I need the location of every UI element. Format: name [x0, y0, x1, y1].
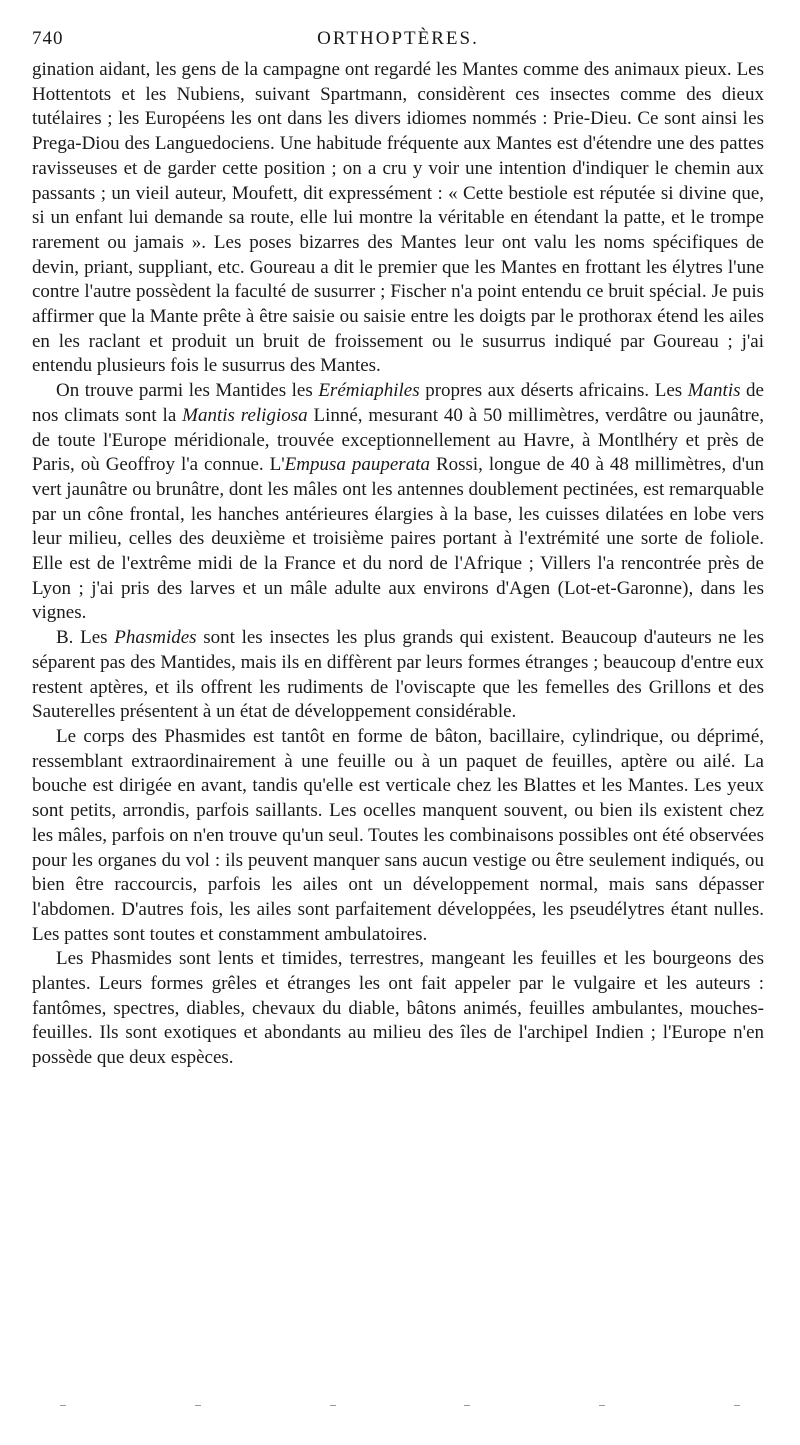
text-run: Rossi, longue de 40 à 48 millimètres, d'un vert jaunâtre ou brunâtre, dont les mâles ont les antennes doublement pectinées, est remarquable par un cône frontal, les hanches antérieures élargies à la base, les cuisses dilatées en lobe vers leur milieu, celles des deuxième et troisième paires portant à l'extrémité une sorte de foliole. Elle est de l'extrême midi de la France et du nord de l'Afrique ; Villers l'a rencontrée près de Lyon ; j'ai pris des larves et un mâle adulte aux environs d'Agen (Lot-et-Garonne), dans les vignes. [32, 454, 764, 624]
text-run: On trouve parmi les Mantides les [56, 380, 319, 402]
paragraph [32, 947, 764, 1071]
italic-term: Mantis [687, 380, 741, 402]
body-text [32, 58, 764, 1071]
running-title: ORTHOPTÈRES. [317, 28, 479, 49]
print-mark [330, 1405, 336, 1406]
italic-term: Erémiaphiles [318, 380, 420, 402]
print-mark [60, 1405, 66, 1406]
text-run: de nos climats sont la [32, 380, 764, 426]
text-run: propres aux déserts africains. Les [419, 380, 688, 402]
text-run: Les Phasmides sont lents et timides, terrestres, mangeant les feuilles et les bourgeons des plantes. Leurs formes grêles et étranges les ont fait appeler par le vulgaire et les auteurs : fantômes, spectres, diables, chevaux du diable, bâtons animés, feuilles ambulantes, mouches-feuilles. Ils sont exotiques et abondants au milieu des îles de l'archipel Indien ; l'Europe n'en possède que deux espèces. [32, 948, 764, 1069]
text-run: gination aidant, les gens de la campagne ont regardé les Mantes comme des animaux pieux. Les Hottentots et les Nubiens, suivant Spartmann, considèrent ces insectes comme des dieux tutélaires ; les Européens les ont dans les divers idiomes nommés : Prie-Dieu. Ce sont ainsi les Prega-Diou des Languedociens. Une habitude fréquente aux Mantes est d'étendre une des pattes ravisseuses et de garder cette position ; on a cru y voir une intention d'indiquer le chemin aux passants ; un vieil auteur, Moufett, dit expressément : « Cette bestiole est réputée si divine que, si un enfant lui demande sa route, elle lui montre la véritable en étendant la patte, et le trompe rarement ou jamais ». Les poses bizarres des Mantes leur ont valu les noms spécifiques de devin, priant, suppliant, etc. Goureau a dit le premier que les Mantes en frottant les élytres l'une contre l'autre possèdent la faculté de susurrer ; Fischer n'a point entendu ce bruit spécial. Je puis affirmer que la Mante prête à être saisie ou saisie entre les doigts par le prothorax étend les ailes en les raclant et produit un bruit de froissement ou le susurrus indiqué par Goureau ; j'ai entendu plusieurs fois le susurrus des Mantes. [32, 59, 764, 377]
italic-term: Mantis religiosa [182, 404, 308, 426]
document-page [32, 22, 764, 1071]
text-run: B. Les [56, 627, 115, 649]
page-number: 740 [32, 28, 64, 49]
text-run: Le corps des Phasmides est tantôt en forme de bâton, bacillaire, cylindrique, ou déprimé, ressemblant extraordinairement à une feuille ou à un paquet de feuilles, aptère ou ailé. La bouche est dirigée en avant, tandis qu'elle est verticale chez les Blattes et les Mantes. Les yeux sont petits, arrondis, parfois saillants. Les ocelles manquent souvent, ou bien ils existent chez les mâles, parfois on n'en trouve qu'un seul. Toutes les combinaisons possibles ont été observées pour les organes du vol : ils peuvent manquer sans aucun vestige ou être seulement indiqués, ou bien être raccourcis, parfois les ailes ont un développement normal, mais sans dépasser l'abdomen. D'autres fois, les ailes sont parfaitement développées, les pseudélytres étant nulles. Les pattes sont toutes et constamment ambulatoires. [32, 725, 764, 945]
print-mark [195, 1405, 201, 1406]
print-mark [734, 1405, 740, 1406]
paragraph [32, 626, 764, 725]
running-head [32, 22, 764, 52]
print-mark [464, 1405, 470, 1406]
print-mark [599, 1405, 605, 1406]
italic-term: Phasmides [114, 627, 197, 649]
text-run: sont les insectes les plus grands qui existent. Beaucoup d'auteurs ne les séparent pas des Mantides, mais ils en diffèrent par leurs formes étranges ; beaucoup d'entre eux restent aptères, et ils offrent les rudiments de l'oviscapte que les femelles des Grillons et des Sauterelles présentent à un état de développement considérable. [32, 627, 764, 723]
paragraph [32, 379, 764, 626]
paragraph [32, 725, 764, 947]
italic-term: Empusa pauperata [284, 454, 430, 476]
text-run: Linné, mesurant 40 à 50 millimètres, verdâtre ou jaunâtre, de toute l'Europe méridionale, trouvée exceptionnellement au Havre, à Montlhéry et près de Paris, où Geoffroy l'a connue. L' [32, 404, 765, 476]
bottom-print-marks [60, 1405, 740, 1411]
paragraph [32, 58, 764, 379]
